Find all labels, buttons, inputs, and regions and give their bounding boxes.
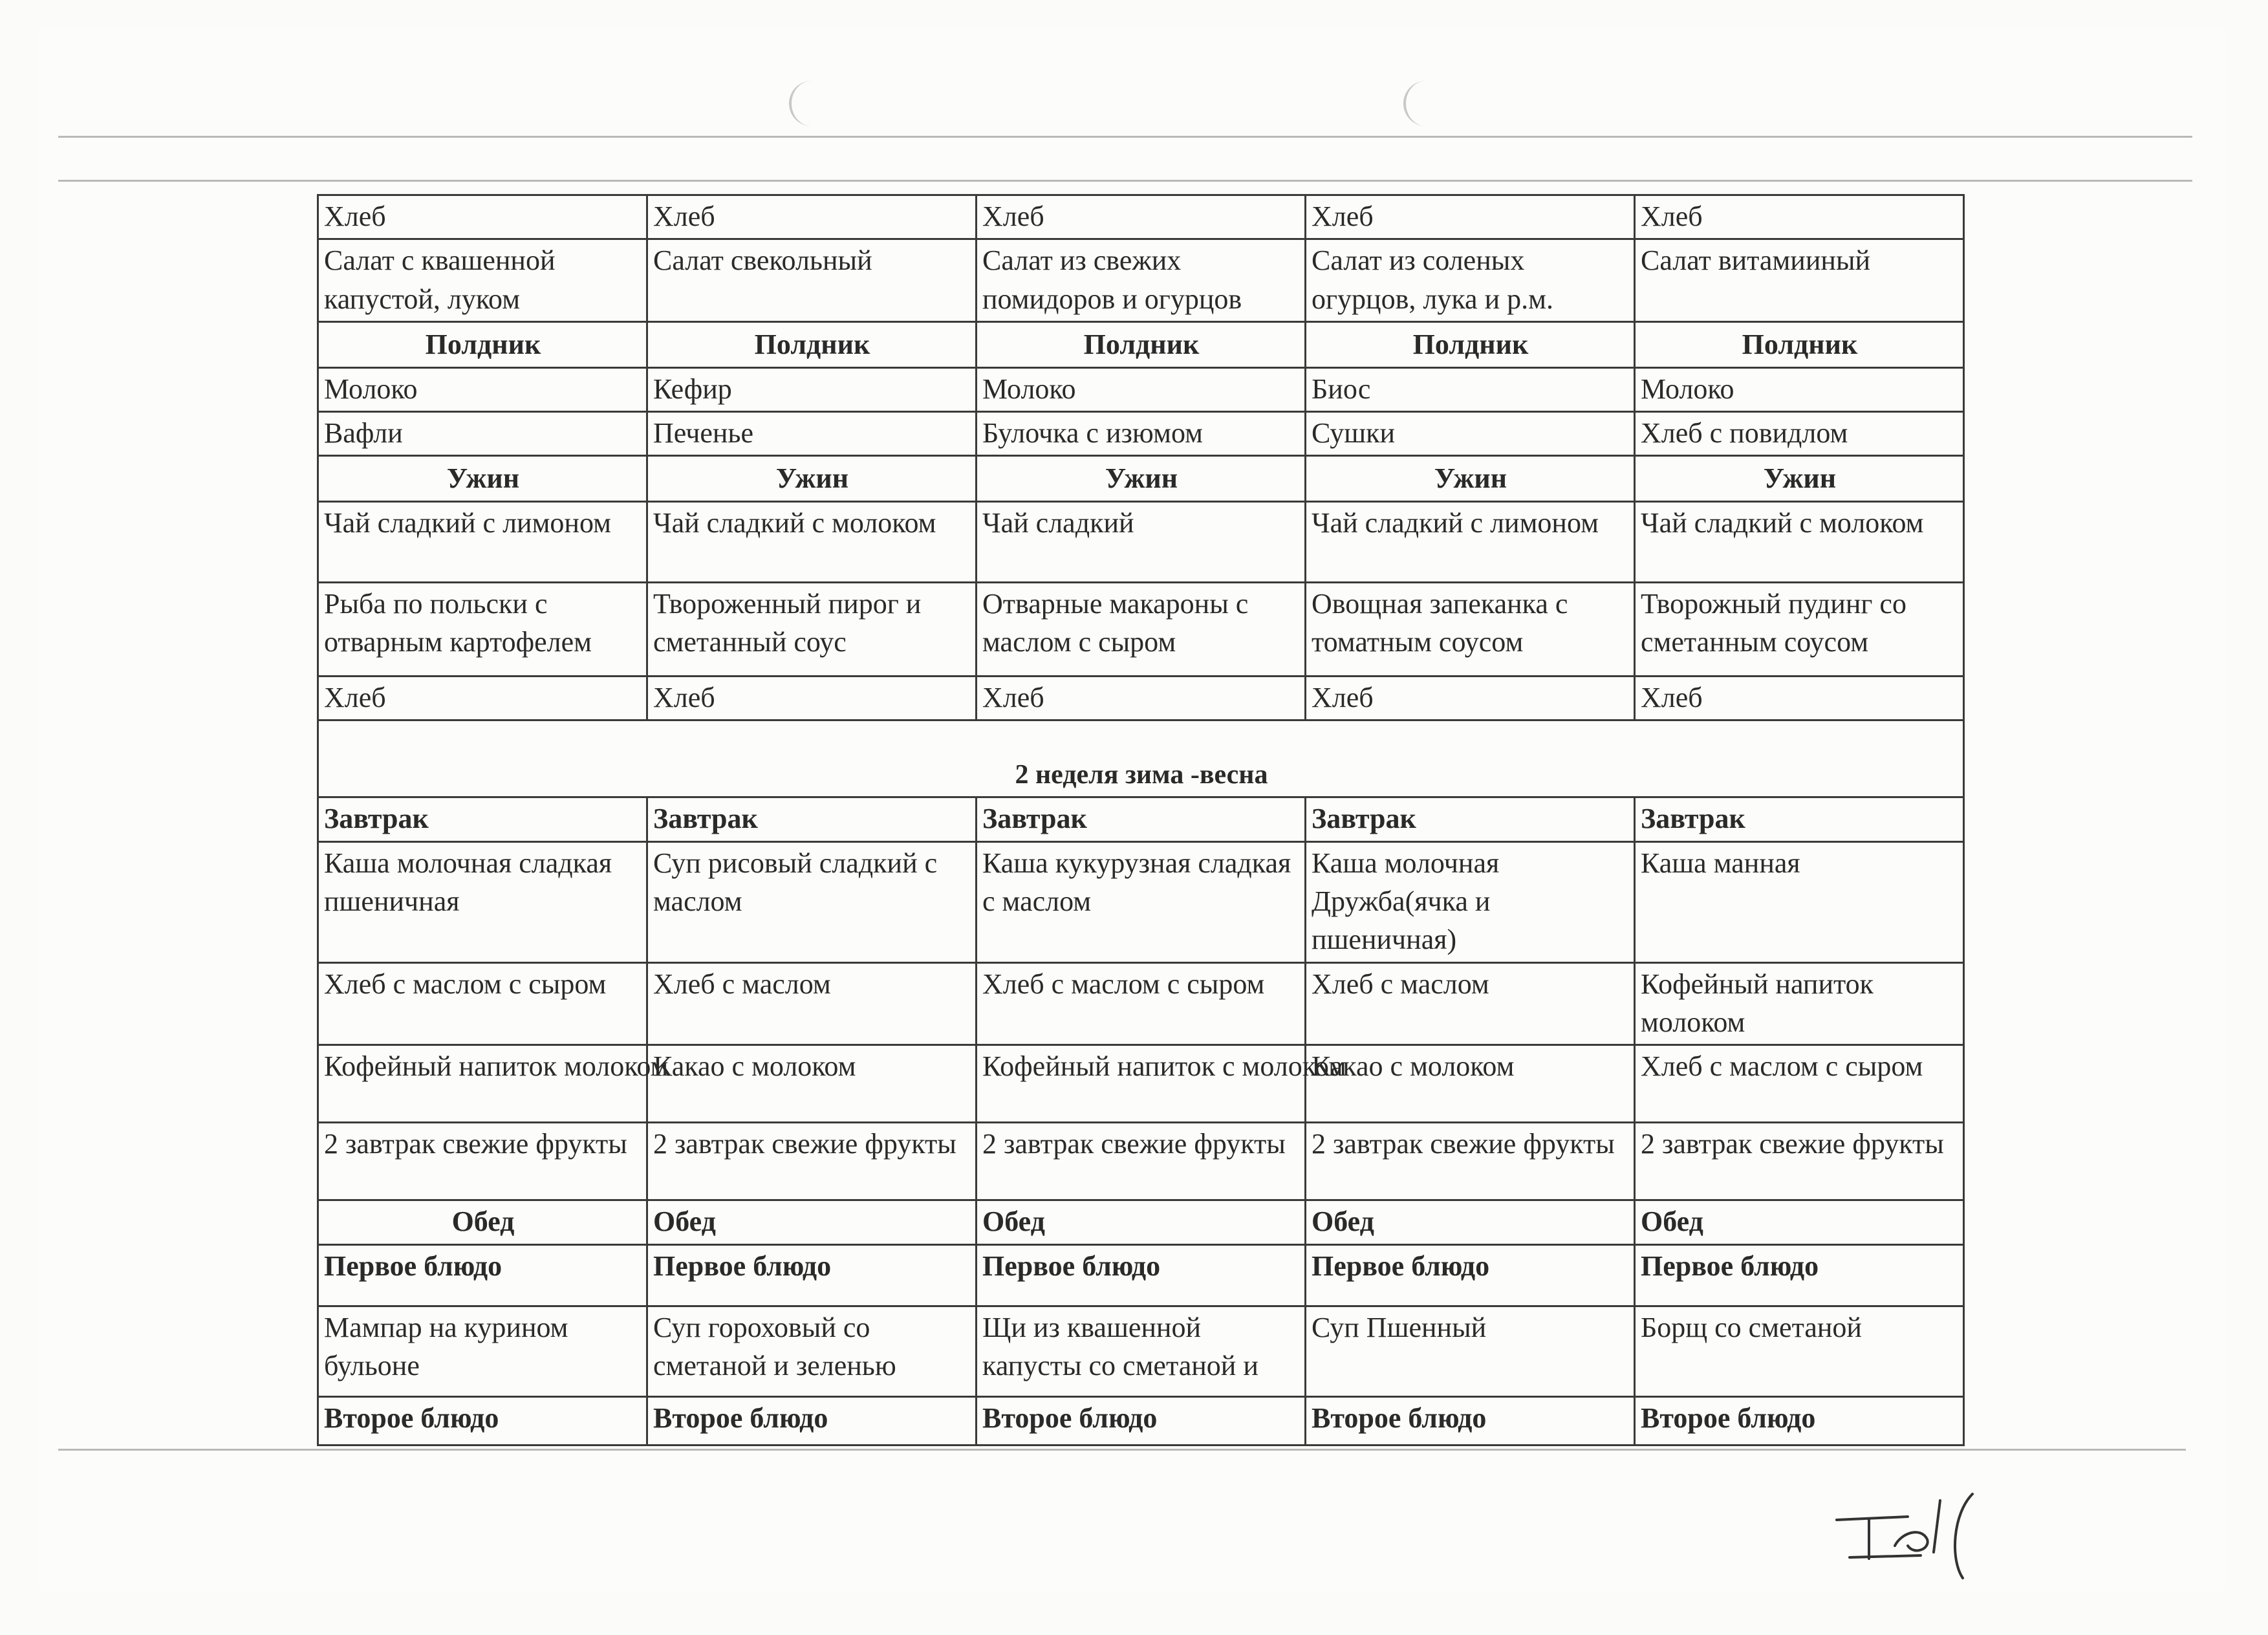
meal-header-row	[318, 797, 1964, 841]
table-cell: Хлеб	[977, 676, 1306, 720]
table-cell: Хлеб	[1306, 676, 1635, 720]
top-rule	[58, 136, 2192, 138]
bottom-rule	[58, 1449, 2186, 1451]
meal-header-cell: Полдник	[977, 322, 1306, 367]
table-cell: Салат из свежих помидоров и огурцов	[977, 239, 1306, 322]
table-cell: Салат с квашенной капустой, луком	[318, 239, 647, 322]
table-cell: 2 завтрак свежие фрукты	[647, 1123, 977, 1200]
meal-header-cell: Полдник	[647, 322, 977, 367]
course-label-row	[318, 1244, 1964, 1306]
table-row	[318, 676, 1964, 720]
table-row	[318, 1123, 1964, 1200]
course-label-cell: Второе блюдо	[318, 1396, 647, 1445]
course-label-row	[318, 1396, 1964, 1445]
table-cell: Хлеб	[647, 676, 977, 720]
table-cell: Овощная запеканка с томатным соусом	[1306, 582, 1635, 676]
table-cell: Молоко	[1635, 367, 1964, 411]
table-cell: Хлеб с маслом	[647, 962, 977, 1045]
table-cell: Кофейный напиток молоком	[1635, 962, 1964, 1045]
table-cell: Борщ со сметаной	[1635, 1306, 1964, 1396]
course-label-cell: Первое блюдо	[318, 1244, 647, 1306]
table-cell: Какао с молоком	[647, 1045, 977, 1123]
table-cell: Каша молочная сладкая пшеничная	[318, 841, 647, 962]
meal-header-cell: Завтрак	[1635, 797, 1964, 841]
meal-header-cell: Обед	[647, 1200, 977, 1244]
table-cell: Биос	[1306, 367, 1635, 411]
table-cell: Мампар на курином бульоне	[318, 1306, 647, 1396]
table-cell: Хлеб	[977, 195, 1306, 239]
table-cell: Молоко	[977, 367, 1306, 411]
table-cell: Каша манная	[1635, 841, 1964, 962]
table-cell: Рыба по польски с отварным картофелем	[318, 582, 647, 676]
table-cell: Хлеб	[1635, 676, 1964, 720]
meal-header-row	[318, 456, 1964, 501]
week-title: 2 неделя зима -весна	[318, 720, 1964, 797]
course-label-cell: Первое блюдо	[1635, 1244, 1964, 1306]
table-row	[318, 841, 1964, 962]
table-row	[318, 582, 1964, 676]
table-cell: Кофейный напиток молоком	[318, 1045, 647, 1123]
meal-header-row	[318, 1200, 1964, 1244]
menu-table	[317, 194, 1965, 1446]
table-row	[318, 239, 1964, 322]
table-cell: Чай сладкий с молоком	[1635, 501, 1964, 582]
meal-header-cell: Обед	[318, 1200, 647, 1244]
meal-header-cell: Обед	[1306, 1200, 1635, 1244]
meal-header-cell: Завтрак	[977, 797, 1306, 841]
table-cell: Салат из соленых огурцов, лука и р.м.	[1306, 239, 1635, 322]
course-label-cell: Второе блюдо	[647, 1396, 977, 1445]
course-label-cell: Второе блюдо	[1306, 1396, 1635, 1445]
table-cell: Хлеб с маслом с сыром	[977, 962, 1306, 1045]
header-rule	[58, 180, 2192, 182]
table-cell: Печенье	[647, 411, 977, 455]
meal-header-cell: Полдник	[1635, 322, 1964, 367]
table-cell: Хлеб	[1306, 195, 1635, 239]
table-cell: Каша кукурузная сладкая с маслом	[977, 841, 1306, 962]
meal-header-cell: Завтрак	[647, 797, 977, 841]
meal-header-cell: Обед	[977, 1200, 1306, 1244]
handwritten-signature	[1824, 1481, 1992, 1585]
table-row	[318, 1306, 1964, 1396]
table-cell: Хлеб	[1635, 195, 1964, 239]
table-cell: Твороженный пирог и сметанный соус	[647, 582, 977, 676]
meal-header-cell: Обед	[1635, 1200, 1964, 1244]
course-label-cell: Второе блюдо	[1635, 1396, 1964, 1445]
week-title-row	[318, 720, 1964, 797]
course-label-cell: Первое блюдо	[647, 1244, 977, 1306]
table-cell: Хлеб с маслом	[1306, 962, 1635, 1045]
table-cell: 2 завтрак свежие фрукты	[1635, 1123, 1964, 1200]
table-cell: Чай сладкий с лимоном	[1306, 501, 1635, 582]
table-cell: Творожный пудинг со сметанным соусом	[1635, 582, 1964, 676]
table-cell: Сушки	[1306, 411, 1635, 455]
table-cell: Хлеб с маслом с сыром	[318, 962, 647, 1045]
table-cell: Хлеб	[647, 195, 977, 239]
table-cell: Каша молочная Дружба(ячка и пшеничная)	[1306, 841, 1635, 962]
table-row	[318, 411, 1964, 455]
table-cell: Хлеб	[318, 676, 647, 720]
meal-header-row	[318, 322, 1964, 367]
table-cell: Салат свекольный	[647, 239, 977, 322]
table-cell: Булочка с изюмом	[977, 411, 1306, 455]
meal-header-cell: Полдник	[318, 322, 647, 367]
table-cell: Чай сладкий с лимоном	[318, 501, 647, 582]
meal-header-cell: Ужин	[1306, 456, 1635, 501]
table-cell: Хлеб	[318, 195, 647, 239]
table-cell: Вафли	[318, 411, 647, 455]
table-cell: Кофейный напиток с молоком	[977, 1045, 1306, 1123]
table-cell: Салат витамииный	[1635, 239, 1964, 322]
meal-header-cell: Завтрак	[1306, 797, 1635, 841]
table-cell: Хлеб с маслом с сыром	[1635, 1045, 1964, 1123]
table-cell: 2 завтрак свежие фрукты	[977, 1123, 1306, 1200]
table-cell: Щи из квашенной капусты со сметаной и	[977, 1306, 1306, 1396]
course-label-cell: Второе блюдо	[977, 1396, 1306, 1445]
course-label-cell: Первое блюдо	[977, 1244, 1306, 1306]
table-row	[318, 195, 1964, 239]
table-cell: Суп гороховый со сметаной и зеленью	[647, 1306, 977, 1396]
meal-header-cell: Ужин	[318, 456, 647, 501]
table-cell: Какао с молоком	[1306, 1045, 1635, 1123]
meal-header-cell: Ужин	[647, 456, 977, 501]
table-cell: Кефир	[647, 367, 977, 411]
meal-header-cell: Завтрак	[318, 797, 647, 841]
table-cell: Молоко	[318, 367, 647, 411]
meal-header-cell: Ужин	[1635, 456, 1964, 501]
course-label-cell: Первое блюдо	[1306, 1244, 1635, 1306]
table-row	[318, 367, 1964, 411]
table-cell: Чай сладкий с молоком	[647, 501, 977, 582]
table-row	[318, 1045, 1964, 1123]
table-cell: Чай сладкий	[977, 501, 1306, 582]
table-cell: Суп рисовый сладкий с маслом	[647, 841, 977, 962]
table-cell: 2 завтрак свежие фрукты	[1306, 1123, 1635, 1200]
table-cell: Отварные макароны с маслом с сыром	[977, 582, 1306, 676]
table-cell: 2 завтрак свежие фрукты	[318, 1123, 647, 1200]
table-cell: Суп Пшенный	[1306, 1306, 1635, 1396]
table-cell: Хлеб с повидлом	[1635, 411, 1964, 455]
meal-header-cell: Полдник	[1306, 322, 1635, 367]
table-row	[318, 962, 1964, 1045]
meal-header-cell: Ужин	[977, 456, 1306, 501]
table-row	[318, 501, 1964, 582]
